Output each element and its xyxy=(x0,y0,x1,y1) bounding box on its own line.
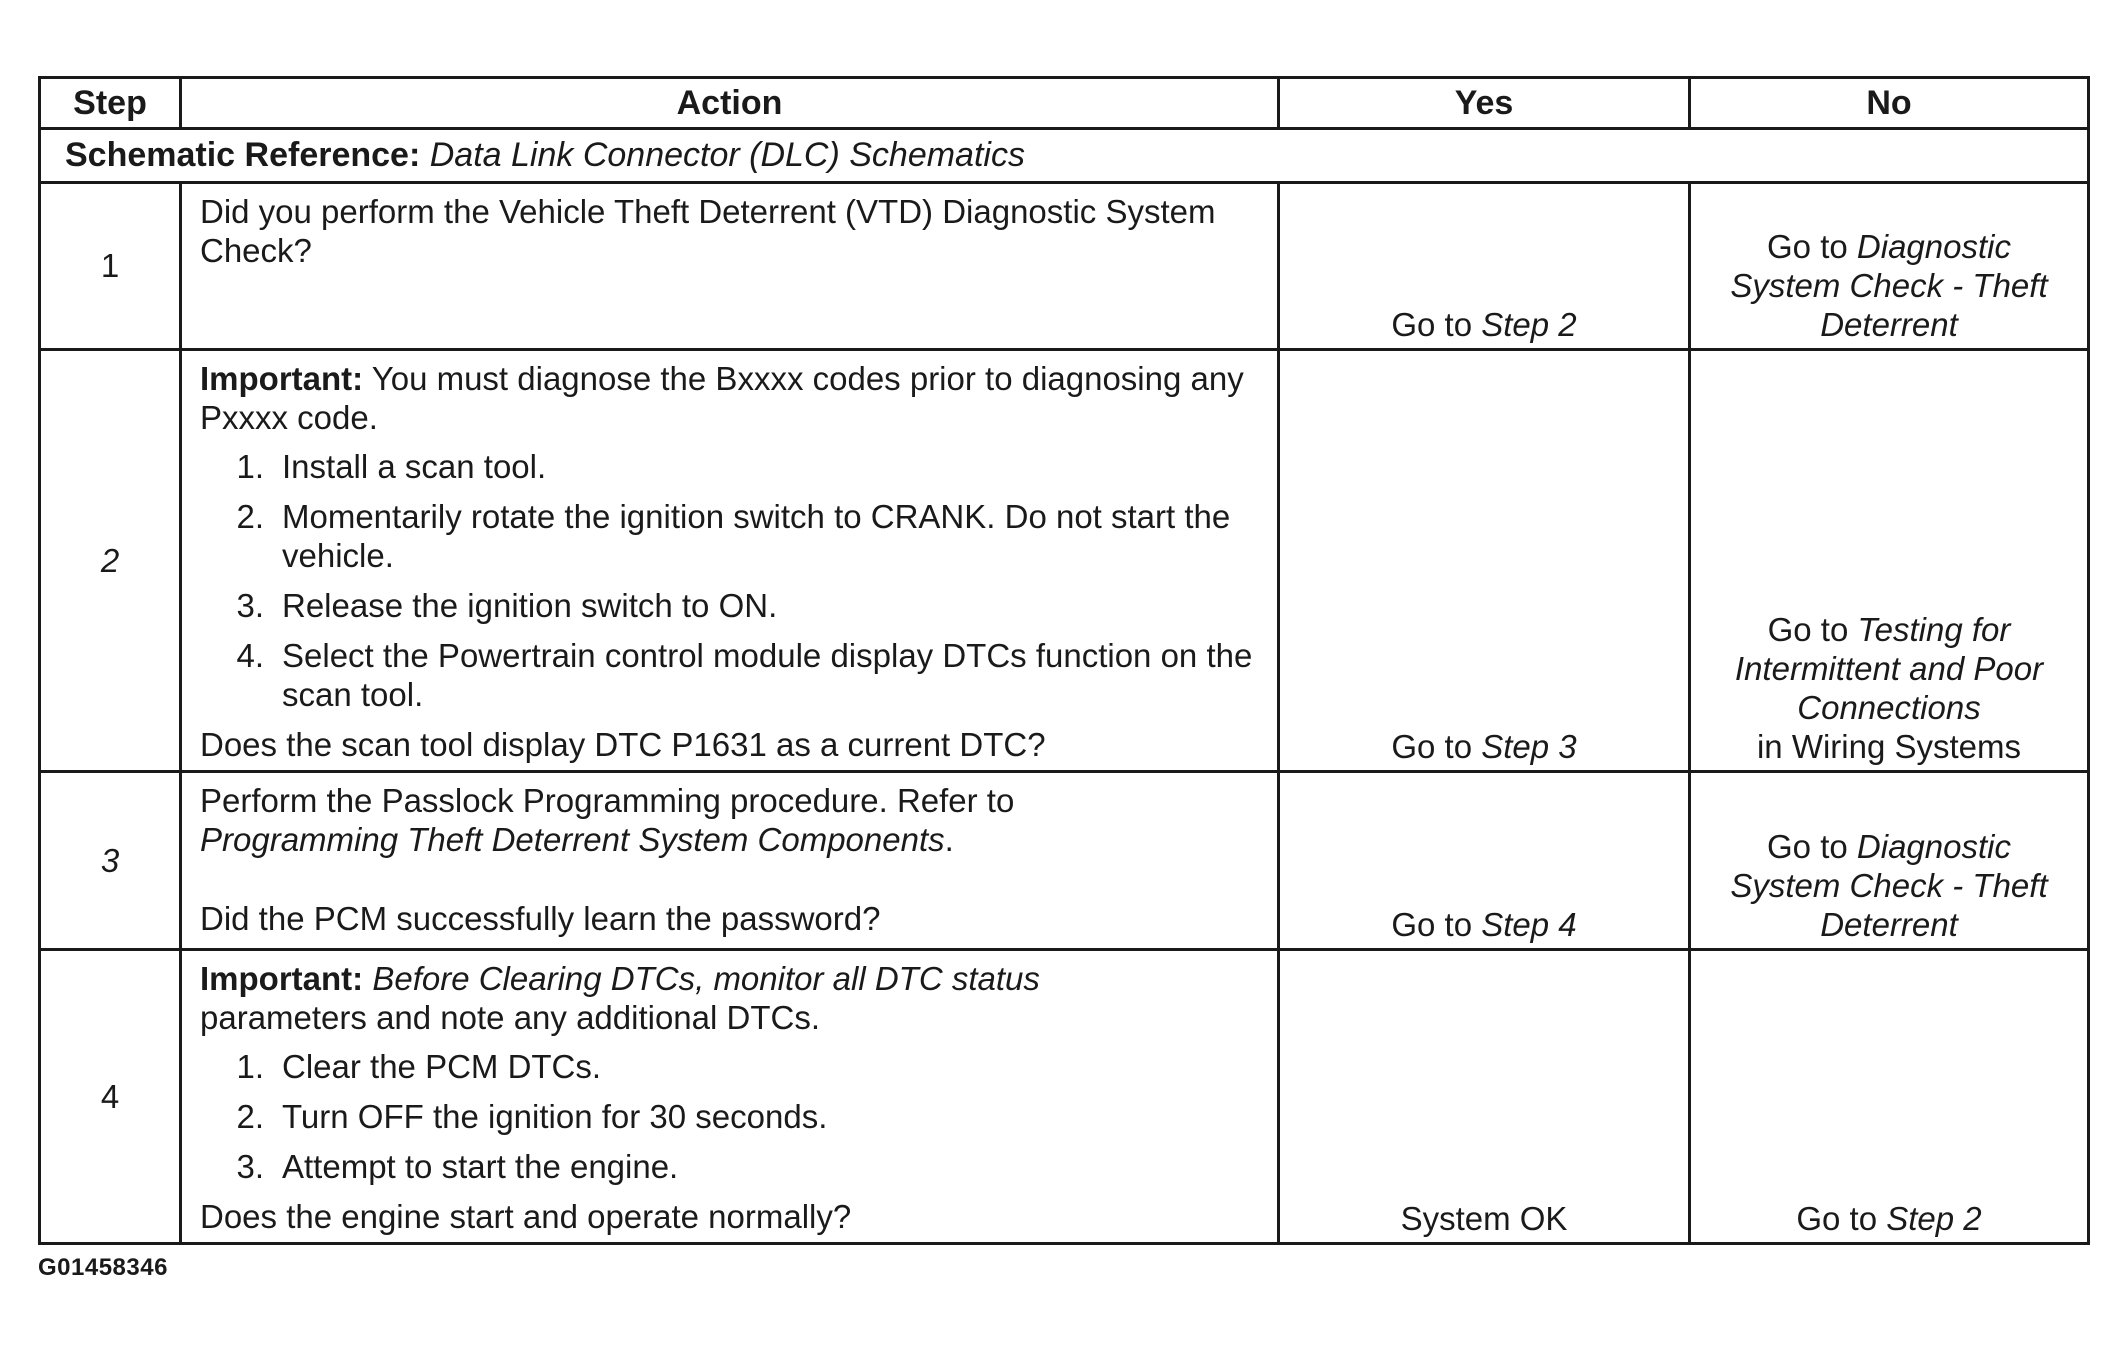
important-text: You must diagnose the Bxxxx codes prior to diagnosing any Pxxxx code. xyxy=(200,360,1244,436)
action-cell xyxy=(181,772,1279,950)
important-note xyxy=(200,359,1259,437)
action-cell xyxy=(181,183,1279,350)
list-item xyxy=(200,1147,1259,1186)
no-link: Step 2 xyxy=(1886,1200,1982,1237)
list-item xyxy=(200,1097,1259,1136)
list-item-number: 1. xyxy=(236,448,264,485)
list-item-number: 3. xyxy=(236,1148,264,1185)
list-item-text: Attempt to start the engine. xyxy=(282,1148,679,1185)
no-prefix: Go to xyxy=(1767,828,1848,865)
schematic-reference-label: Schematic Reference: xyxy=(65,136,421,174)
list-item-text: Release the ignition switch to ON. xyxy=(282,587,778,624)
action-text xyxy=(200,781,1259,859)
list-item-text: Turn OFF the ignition for 30 seconds. xyxy=(282,1098,828,1135)
no-link: Diagnostic System Check - Theft Deterrent xyxy=(1730,228,2048,343)
question-text: Does the engine start and operate normally? xyxy=(200,1198,852,1235)
header-row xyxy=(40,78,2089,129)
action-text-main: Perform the Passlock Programming procedure. Refer to xyxy=(200,782,1015,819)
yes-cell xyxy=(1279,183,1690,350)
no-suffix: in Wiring Systems xyxy=(1756,728,2022,765)
no-prefix: Go to xyxy=(1767,611,1849,648)
header-no: No xyxy=(1690,78,2089,129)
yes-prefix: Go to xyxy=(1391,906,1473,943)
no-cell xyxy=(1690,950,2089,1244)
table-row xyxy=(40,950,2089,1244)
important-label: Important: xyxy=(200,960,364,997)
step-number: 1 xyxy=(40,183,181,350)
no-prefix: Go to xyxy=(1767,228,1848,265)
action-reference: Programming Theft Deterrent System Components xyxy=(200,821,945,858)
header-yes: Yes xyxy=(1279,78,1690,129)
no-link: Diagnostic System Check - Theft Deterrent xyxy=(1730,828,2048,943)
list-item-number: 2. xyxy=(236,498,264,535)
action-cell xyxy=(181,350,1279,772)
diagnostic-table xyxy=(38,76,2090,1245)
table-row xyxy=(40,350,2089,772)
list-item-text: Momentarily rotate the ignition switch to CRANK. Do not start the vehicle. xyxy=(282,498,1231,574)
step-number: 2 xyxy=(40,350,181,772)
header-step: Step xyxy=(40,78,181,129)
action-cell xyxy=(181,950,1279,1244)
list-item xyxy=(200,447,1259,486)
list-item-text: Clear the PCM DTCs. xyxy=(282,1048,602,1085)
yes-link: Step 4 xyxy=(1481,906,1577,943)
list-item-number: 2. xyxy=(236,1098,264,1135)
list-item-text: Install a scan tool. xyxy=(282,448,547,485)
no-cell xyxy=(1690,183,2089,350)
important-note xyxy=(200,959,1259,1037)
list-item-number: 3. xyxy=(236,587,264,624)
yes-cell xyxy=(1279,350,1690,772)
yes-prefix: Go to xyxy=(1391,728,1473,765)
no-cell xyxy=(1690,772,2089,950)
step-number: 4 xyxy=(40,950,181,1244)
yes-link: Step 3 xyxy=(1481,728,1577,765)
yes-cell: System OK xyxy=(1279,950,1690,1244)
important-label: Important: xyxy=(200,360,364,397)
important-italic: Before Clearing DTCs, monitor all DTC status xyxy=(372,960,1040,997)
important-text: parameters and note any additional DTCs. xyxy=(200,999,821,1036)
yes-cell xyxy=(1279,772,1690,950)
list-item xyxy=(200,586,1259,625)
list-item xyxy=(200,636,1259,714)
no-prefix: Go to xyxy=(1796,1200,1878,1237)
list-item xyxy=(200,497,1259,575)
schematic-reference-link: Data Link Connector (DLC) Schematics xyxy=(429,136,1025,174)
action-text-end: . xyxy=(944,821,954,858)
list-item-text: Select the Powertrain control module display DTCs function on the scan tool. xyxy=(282,637,1253,713)
header-action: Action xyxy=(181,78,1279,129)
list-item-number: 4. xyxy=(236,637,264,674)
table-row xyxy=(40,183,2089,350)
schematic-reference xyxy=(40,129,2089,183)
procedure-list xyxy=(200,1047,1259,1186)
yes-link: Step 2 xyxy=(1481,306,1577,343)
action-text: Did you perform the Vehicle Theft Deterrent (VTD) Diagnostic System Check? xyxy=(200,193,1216,269)
no-cell xyxy=(1690,350,2089,772)
schematic-reference-row xyxy=(40,129,2089,183)
question-text: Does the scan tool display DTC P1631 as a current DTC? xyxy=(200,726,1046,763)
table-row xyxy=(40,772,2089,950)
list-item xyxy=(200,1047,1259,1086)
no-link: Testing for Intermittent and Poor Connections xyxy=(1734,611,2044,726)
procedure-list xyxy=(200,447,1259,714)
question-text: Did the PCM successfully learn the password? xyxy=(200,900,881,937)
figure-id: G01458346 xyxy=(38,1254,168,1281)
list-item-number: 1. xyxy=(236,1048,264,1085)
step-number: 3 xyxy=(40,772,181,950)
yes-prefix: Go to xyxy=(1391,306,1473,343)
